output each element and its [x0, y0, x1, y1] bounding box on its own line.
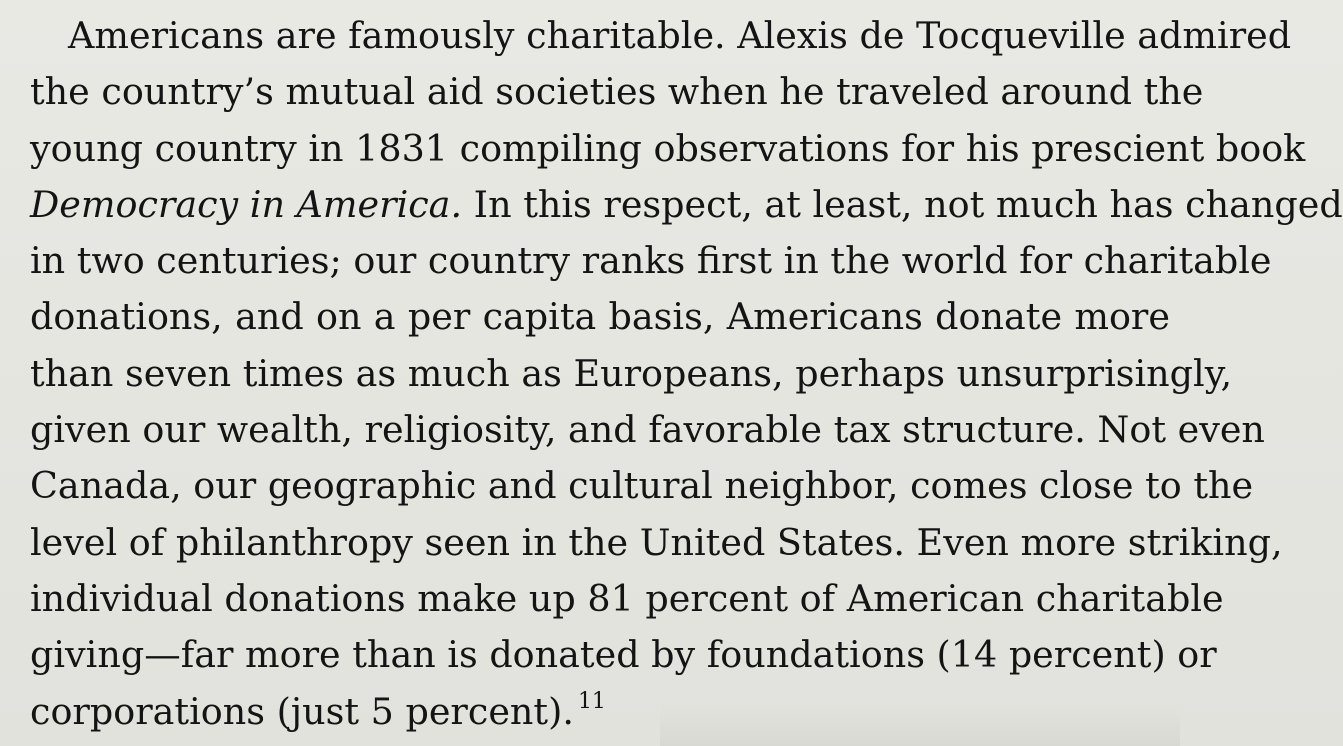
text-line-9: Canada, our geographic and cultural neighbor, comes close to the: [30, 464, 1254, 508]
body-paragraph: [30, 8, 1343, 740]
text-line-12: giving—far more than is donated by foundations (14 percent) or: [30, 633, 1217, 677]
text-line-13-text: corporations (just 5 percent).: [30, 689, 574, 733]
book-title: Democracy in America.: [30, 182, 463, 226]
text-line-4-rest: In this respect, at least, not much has changed: [473, 182, 1343, 226]
text-line-11: individual donations make up 81 percent of American charitable: [30, 576, 1224, 620]
text-line-7: than seven times as much as Europeans, perhaps unsurprisingly,: [30, 351, 1233, 395]
text-line-13: [30, 684, 1170, 740]
text-line-6: donations, and on a per capita basis, Americans donate more: [30, 295, 1170, 339]
footnote-marker: 11: [577, 688, 606, 714]
text-line-2: the country’s mutual aid societies when he traveled around the: [30, 70, 1204, 114]
text-line-4: [30, 177, 1343, 233]
text-line-8: given our wealth, religiosity, and favorable tax structure. Not even: [30, 408, 1265, 452]
text-line-3: young country in 1831 compiling observations for his prescient book: [30, 126, 1306, 170]
text-line-5: in two centuries; our country ranks first in the world for charitable: [30, 239, 1272, 283]
text-line-10: level of philanthropy seen in the United States. Even more striking,: [30, 520, 1283, 564]
text-line-1: Americans are famously charitable. Alexis de Tocqueville admired: [68, 14, 1292, 57]
